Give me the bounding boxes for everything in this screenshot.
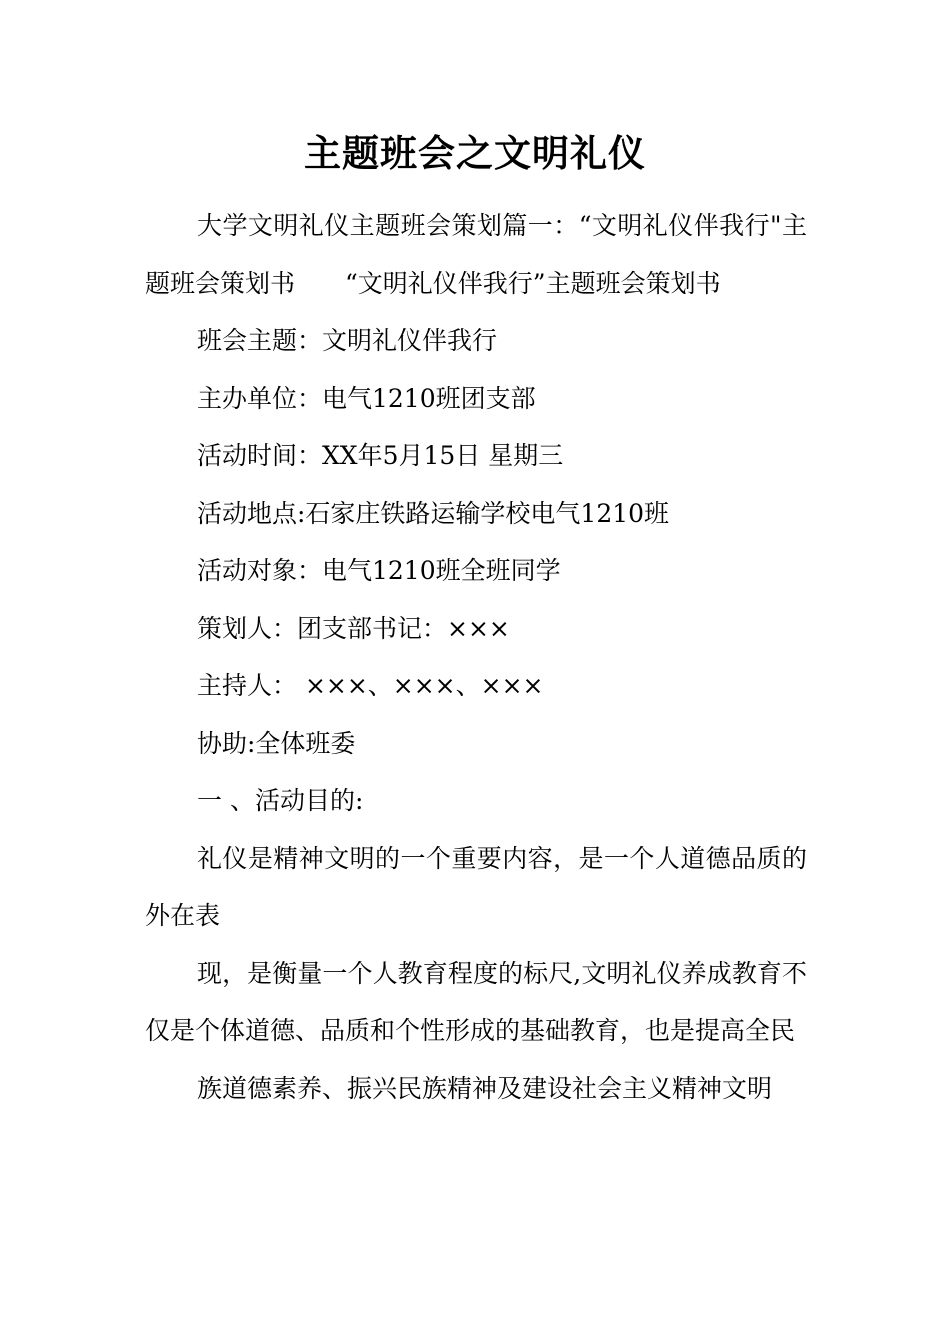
section-heading-purpose: 一 、活动目的: [197, 786, 364, 815]
field-assistants: 协助:全体班委 [197, 728, 356, 758]
field-participants: 活动对象：电气1210班全班同学 [197, 556, 561, 585]
field-organizer: 主办单位：电气1210班团支部 [197, 383, 536, 413]
body-paragraph: 礼仪是精神文明的一个重要内容，是一个人道德品质的外在表 [145, 843, 807, 930]
field-activity-time: 活动时间：XX年5月15日 星期三 [197, 441, 564, 470]
document-title: 主题班会之文明礼仪 [304, 132, 646, 175]
body-paragraph: 现，是衡量一个人教育程度的标尺,文明礼仪养成教育不仅是个体道德、品质和个性形成的基础教育，也是提高全民 [145, 958, 807, 1045]
field-activity-location: 活动地点:石家庄铁路运输学校电气1210班 [197, 498, 670, 528]
field-meeting-theme: 班会主题：文明礼仪伴我行 [197, 326, 498, 355]
intro-paragraph: 大学文明礼仪主题班会策划篇一：“文明礼仪伴我行"主题班会策划书 “文明礼仪伴我行”主题班会策划书 [145, 211, 807, 298]
body-paragraph: 族道德素养、振兴民族精神及建设社会主义精神文明 [197, 1073, 773, 1103]
field-planner: 策划人：团支部书记：××× [197, 613, 510, 643]
field-hosts: 主持人： ×××、×××、××× [197, 671, 544, 700]
document-body [145, 197, 807, 1117]
